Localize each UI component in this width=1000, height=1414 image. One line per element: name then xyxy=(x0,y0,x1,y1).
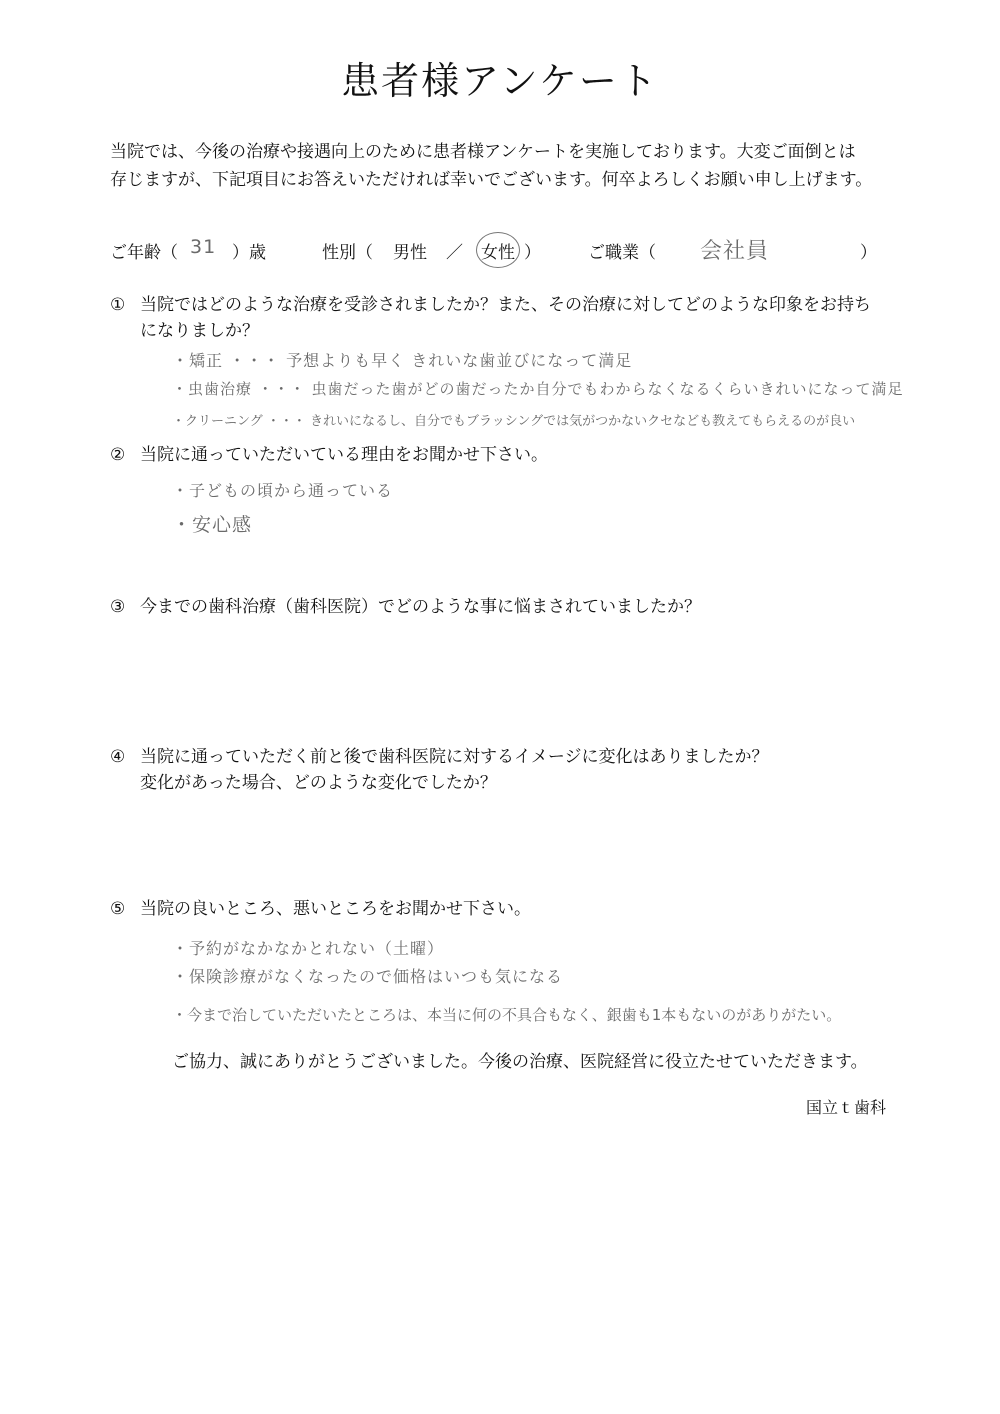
question-4-number: ④ xyxy=(110,747,126,767)
answer-5-1: ・予約がなかなかとれない（土曜） xyxy=(172,939,445,958)
gender-male: 男性 xyxy=(393,243,427,263)
question-2 xyxy=(110,440,548,465)
question-4-text: 当院に通っていただく前と後で歯科医院に対するイメージに変化はありましたか？ xyxy=(140,747,769,767)
intro-line-2: 存じますが、下記項目にお答えいただければ幸いでございます。何卒よろしくお願い申し上げます。 xyxy=(110,170,873,190)
occupation-close: ） xyxy=(860,243,877,263)
question-2-number: ② xyxy=(110,445,126,465)
clinic-name: 国立ｔ歯科 xyxy=(806,1098,887,1117)
age-label: ご年齢（ xyxy=(110,243,178,263)
answer-5-2: ・保険診療がなくなったので価格はいつも気になる xyxy=(172,967,564,986)
age-value: 31 xyxy=(190,236,217,258)
occupation-label: ご職業（ xyxy=(588,243,656,263)
answer-5-3: ・今まで治していただいたところは、本当に何の不具合もなく、銀歯も1本もないのがありがたい。 xyxy=(172,1006,842,1024)
female-selected-circle xyxy=(476,232,520,268)
answer-1-1: ・矯正 ・・・ 予想よりも早く きれいな歯並びになって満足 xyxy=(172,351,633,370)
gender-slash: ／ xyxy=(446,243,463,263)
answer-2-2: ・安心感 xyxy=(172,514,253,536)
gender-close: ） xyxy=(524,243,541,263)
occupation-value: 会社員 xyxy=(700,239,770,264)
question-1-number: ① xyxy=(110,295,126,315)
answer-2-1: ・子どもの頃から通っている xyxy=(172,481,394,500)
gender-label: 性別（ xyxy=(322,243,373,263)
question-4 xyxy=(110,742,769,767)
closing-message: ご協力、誠にありがとうございました。今後の治療、医院経営に役立たせていただきます。 xyxy=(172,1052,868,1072)
question-4-text-2: 変化があった場合、どのような変化でしたか？ xyxy=(140,773,497,793)
age-suffix: ）歳 xyxy=(232,243,266,263)
answer-1-2: ・虫歯治療 ・・・ 虫歯だった歯がどの歯だったか自分でもわからなくなるくらいきれいになって満足 xyxy=(172,380,904,398)
intro-line-1: 当院では、今後の治療や接遇向上のために患者様アンケートを実施しております。大変ご面倒とは xyxy=(110,142,856,162)
question-3-text: 今までの歯科治療（歯科医院）でどのような事に悩まされていましたか？ xyxy=(140,597,701,617)
question-5 xyxy=(110,894,531,919)
page-title: 患者様アンケート xyxy=(341,59,659,103)
question-1 xyxy=(110,290,871,315)
question-5-text: 当院の良いところ、悪いところをお聞かせ下さい。 xyxy=(140,899,531,919)
question-1-text: 当院ではどのような治療を受診されましたか？また、その治療に対してどのような印象をお持ち xyxy=(140,295,871,315)
answer-1-3: ・クリーニング ・・・ きれいになるし、自分でもブラッシングでは気がつかないクセなども教えてもらえるのが良い xyxy=(172,414,856,429)
question-3 xyxy=(110,592,701,617)
question-5-number: ⑤ xyxy=(110,899,126,919)
gender-female: 女性 xyxy=(481,243,515,263)
question-1-text-2: になりましか？ xyxy=(140,321,259,341)
question-2-text: 当院に通っていただいている理由をお聞かせ下さい。 xyxy=(140,445,548,465)
question-3-number: ③ xyxy=(110,597,126,617)
